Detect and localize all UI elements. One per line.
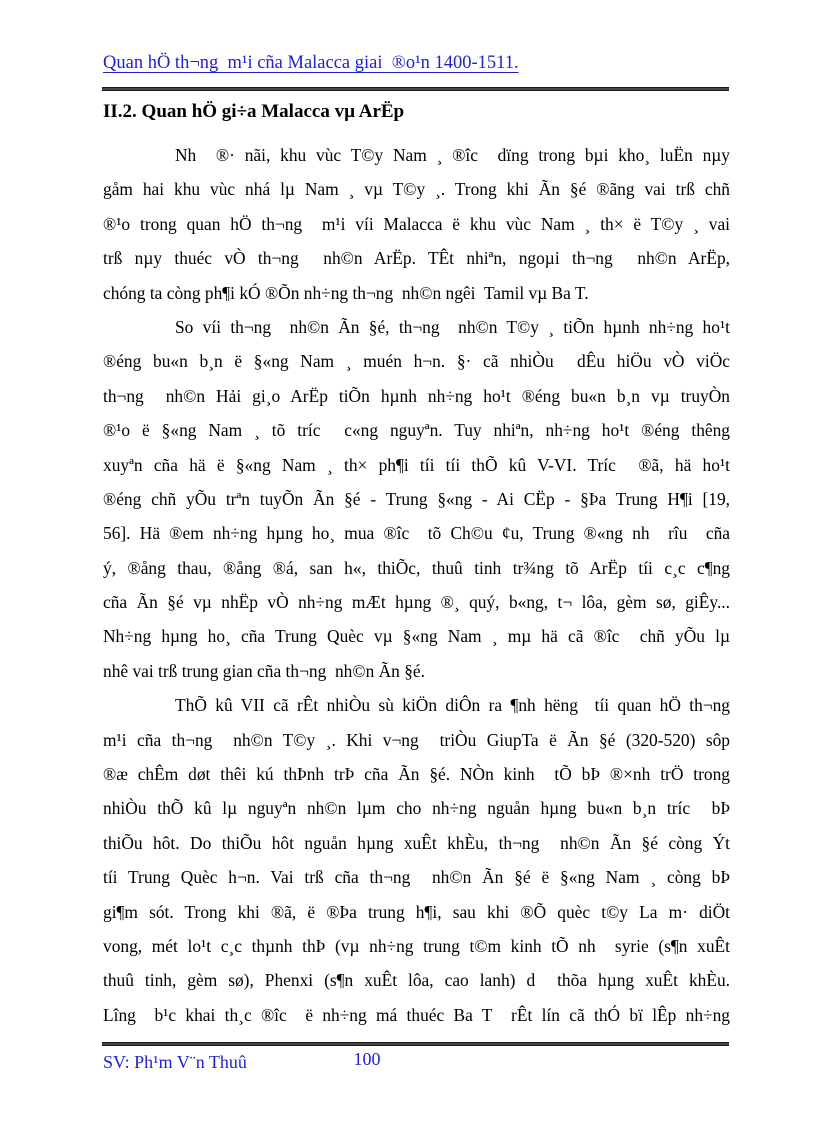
text-line: thuû tinh, gèm sø), Phenxi (s¶n xuÊt lôa, cao lanh) d thõa hµng xuÊt khÈu. <box>103 970 730 991</box>
text-line: gåm hai khu vùc nhá lµ Nam ¸ vµ T©y ¸. Trong khi Ãn §é ®ãng vai trß chñ <box>103 179 730 200</box>
body-text <box>103 138 730 1032</box>
text-line: chóng ta còng ph¶i kÓ ®Õn nh÷ng th¬ng nh©n ngêi Tamil vµ Ba T. <box>103 282 589 303</box>
text-line: ®éng chñ yÕu trªn tuyÕn Ãn §é - Trung §«ng - Ai CËp - §Þa Trung H¶i [19, <box>103 488 730 509</box>
text-line: Nh÷ng hµng ho¸ cña Trung Quèc vµ §«ng Nam ¸ mµ hä cã ®îc chñ yÕu lµ <box>103 626 730 647</box>
page-number: 100 <box>353 1049 381 1069</box>
text-line: ®¹o trong quan hÖ th¬ng m¹i víi Malacca ë khu vùc Nam ¸ th× ë T©y ¸ vai <box>103 213 730 234</box>
text-line: nhê vai trß trung gian cña th¬ng nh©n Ãn §é. <box>103 660 425 681</box>
text-line: gi¶m sót. Trong khi ®ã, ë ®Þa trung h¶i, sau khi ®Õ quèc t©y La m· diÖt <box>103 901 730 922</box>
text-line: trß nµy thuéc vÒ th¬ng nh©n ArËp. TÊt nhiªn, ngoµi th¬ng nh©n ArËp, <box>103 248 730 269</box>
text-line: tíi Trung Quèc h¬n. Vai trß cña th¬ng nh©n Ãn §é ë §«ng Nam ¸ còng bÞ <box>103 867 730 888</box>
page-header-title: Quan hÖ th¬ng m¹i cña Malacca giai ®o¹n 1400-1511. <box>103 53 519 73</box>
footer-divider-rule <box>102 1042 729 1046</box>
text-line: ®¹o ë §«ng Nam ¸ tõ tríc c«ng nguyªn. Tuy nhiªn, nh÷ng ho¹t ®éng thêng <box>103 420 730 441</box>
text-line: 56]. Hä ®em nh÷ng hµng ho¸ mua ®îc tõ Ch©u ¢u, Trung ®«ng nh rîu cña <box>103 523 730 544</box>
text-line: Lîng b¹c khai th¸c ®îc ë nh÷ng má thuéc Ba T rÊt lín cã thÓ bï lÊp nh÷ng <box>103 1004 730 1025</box>
text-line: thiÕu hôt. Do thiÕu hôt nguån hµng xuÊt khÈu, th¬ng nh©n Ãn §é còng Ýt <box>103 832 730 853</box>
text-line: ®æ chÊm døt thêi kú thÞnh trÞ cña Ãn §é. NÒn kinh tÕ bÞ ®×nh trÖ trong <box>103 764 730 785</box>
text-line: vong, mét lo¹t c¸c thµnh thÞ (vµ nh÷ng trung t©m kinh tÕ nh syrie (s¶n xuÊt <box>103 935 730 956</box>
text-line: m¹i cña th¬ng nh©n T©y ¸. Khi v¬ng triÒu GiupTa ë Ãn §é (320-520) sôp <box>103 729 730 750</box>
footer-author: SV: Ph¹m V¨n Thuû <box>103 1052 247 1072</box>
header-divider-rule <box>102 87 729 91</box>
text-line: nhiÒu thÕ kû lµ nguyªn nh©n lµm cho nh÷ng nguån hµng bu«n b¸n tríc bÞ <box>103 798 730 819</box>
text-line: cña Ãn §é vµ nhËp vÒ nh÷ng mÆt hµng ®¸ quý, b«ng, t¬ lôa, gèm sø, giÊy... <box>103 592 730 613</box>
text-line: ®éng bu«n b¸n ë §«ng Nam ¸ muén h¬n. §· cã nhiÒu dÊu hiÖu vÒ viÖc <box>103 351 730 372</box>
text-line: ThÕ kû VII cã rÊt nhiÒu sù kiÖn diÔn ra ¶nh hëng tíi quan hÖ th¬ng <box>175 695 730 716</box>
text-line: xuyªn cña hä ë §«ng Nam ¸ th× ph¶i tíi tíi thÕ kû V-VI. Tríc ®ã, hä ho¹t <box>103 454 730 475</box>
text-line: Nh ®· nãi, khu vùc T©y Nam ¸ ®îc dïng trong bµi kho¸ luËn nµy <box>175 145 730 165</box>
text-line: th¬ng nh©n Hải gi¸o ArËp tiÕn hµnh nh÷ng ho¹t ®éng bu«n b¸n vµ truyÒn <box>103 385 730 406</box>
text-line: So víi th¬ng nh©n Ãn §é, th¬ng nh©n T©y ¸ tiÕn hµnh nh÷ng ho¹t <box>175 316 730 337</box>
text-line: ý, ®ång thau, ®ång ®á, san h«, thiÕc, thuû tinh tr¾ng tõ ArËp tíi c¸c c¶ng <box>103 557 730 578</box>
section-heading: II.2. Quan hÖ gi÷a Malacca vµ ArËp <box>103 101 405 122</box>
